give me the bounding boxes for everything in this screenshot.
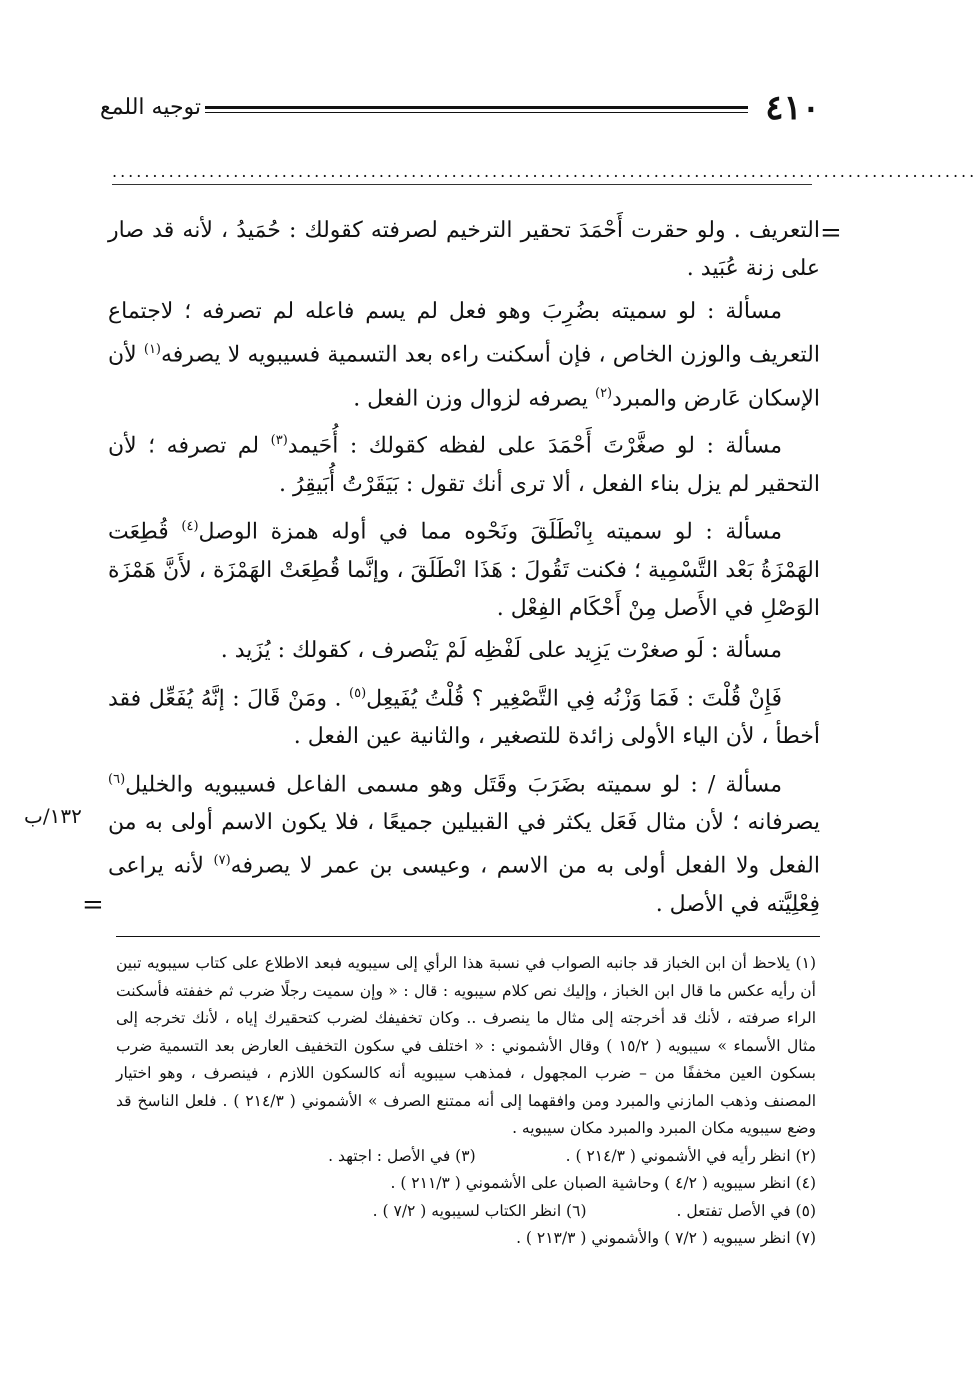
page-header xyxy=(100,88,820,128)
footnote-7: (٧) انظر سيبويه ( ٧/٢ ) والأشموني ( ٢١٣/٣ ) . xyxy=(516,1229,816,1247)
header-rule-thick xyxy=(205,106,748,109)
footnotes xyxy=(116,950,816,1253)
paragraph-text: مسألة : لو سميته بِانْطَلَقَ ونَحْوه مما في أوله همزة الوصل xyxy=(198,519,782,545)
footnote-6: (٦) انظر الكتاب لسيبويه ( ٧/٢ ) . xyxy=(372,1201,587,1220)
header-rule-thin xyxy=(205,112,748,113)
paragraph-text: مسألة / : لو سميته بضَرَبَ وقَتَل وهو مسمى الفاعل فسيبويه والخليل xyxy=(125,771,782,797)
main-text xyxy=(108,212,820,928)
paragraph-text: لم تصرفه ؛ لأن التحقير لم يزل بناء الفعل ، ألا ترى أنك تقول : بَيَقَرْتُ أُبَيقِرُ . xyxy=(108,433,820,497)
paragraph-text: يصرفه لزوال وزن الفعل . xyxy=(353,385,595,411)
manuscript-folio-reference: ١٣٢/ب xyxy=(24,804,82,828)
paragraph-text: . ومَنْ قَالَ : إنَّهُ يُفَعِّل فقد أخطأ ، لأن الياء الأولى زائدة للتصغير ، والثانية عين الفعل . xyxy=(108,685,820,750)
paragraph-issue xyxy=(108,508,820,628)
continuation-mark-top: = xyxy=(820,218,842,248)
footnote-row xyxy=(116,1143,816,1171)
paragraph-text: يصرفانه ؛ لأن مثال فَعَل يكثر في القبيلين جميعًا ، فلا يكون الاسم أولى به من الفعل ولا الفعل أولى به من الاسم ، وعيسى بن عمر لا يصرفه xyxy=(108,810,820,879)
footnote-ref: (٤) xyxy=(181,519,199,535)
paragraph-issue xyxy=(108,293,820,419)
paragraph-text: فَإِنْ قُلْتَ : فَمَا وَزْنُه فِي التَّصْغِير ؟ قُلْتُ يُفَيعِل xyxy=(366,685,782,711)
footnote-ref: (٦) xyxy=(108,771,126,787)
paragraph-text: لأنه يراعى فِعْلِيَّته في الأصل . xyxy=(108,853,820,918)
paragraph-text: مسألة : لَو صغرْت يَزِيد على لَفْظِه لَمْ يَنْصرف ، كقولك : يُزَيد . xyxy=(220,638,782,664)
running-title: توجيه اللمع xyxy=(100,95,202,120)
paragraph-text: لأن الإسكان عَارض والمبرد xyxy=(108,342,820,411)
footnote-ref: (١) xyxy=(143,341,161,357)
footnote-4: (٤) انظر سيبويه ( ٤/٢ ) وحاشية الصبان على الأشموني ( ٢١١/٣ ) . xyxy=(390,1174,816,1192)
paragraph-text: قُطِعَت الهَمْزَةُ بَعْد التَّسْمِية ؛ فكنت تَقُولَ : هَذَا انْطَلَقَ ، وإنَّما قُطِعَتْ الهَمْزَة ، لأَنَّ هَمْزَة الوَصْلِ في الأَصل مِنْ أَحْكَام الفِعْل . xyxy=(108,519,820,621)
footnote-ref: (٣) xyxy=(270,433,288,449)
paragraph-text: مسألة : لو صغَّرْتَ أَحْمَدَ على لفظه كقولك : أُحَيمد xyxy=(287,433,782,459)
paragraph-continuation xyxy=(108,212,820,289)
footnote-separator xyxy=(116,936,820,937)
footnote-3: (٣) في الأصل : اجتهد . xyxy=(328,1146,476,1165)
paragraph-issue xyxy=(108,761,820,925)
paragraph-issue xyxy=(108,632,820,670)
page-number: ٤١٠ xyxy=(765,88,820,128)
paragraph-text: مسألة : لو سميته بضُرِبَ وهو فعل لم يسم فاعله لم تصرفه ؛ لاجتماع التعريف والوزن الخاص ، فإن أسكنت راءه بعد التسمية فسيبويه لا يصرفه xyxy=(108,298,821,368)
continuation-mark-bottom: = xyxy=(82,890,104,920)
footnote-1: (١) يلاحظ أن ابن الخباز قد جانبه الصواب في نسبة هذا الرأي إلى سيبويه فبعد الاطلاع على كتاب سيبويه تبين أن رأيه عكس ما قال ابن الخباز ، وإليك نص كلام سيبويه : قال : « وإن سميت رجلًا ضرب ثم خففته فأسكنت الراء صرفته ، لأنك قد أخرجته إلى مثال ما ينصرف .. وكان تخفيفك لضرب كتحقيرك إياه ، لأنك تخرجه إلى مثال الأسماء » سيبويه ( ١٥/٢ ) وقال الأشموني : « اختلف في سكون التخفيف العارض بعد التسمية ضرب بسكون العين مخففًا من – ضرب المجهول ، فمذهب سيبويه أنه كالسكون اللازم ، فينصرف ، وهو اختيار المصنف وذهب المازني والمبرد ومن وافقهما إلى أنه ممتنع الصرف » الأشموني ( ٢١٤/٣ ) . فلعل الناسخ قد وضع سيبويه مكان المبرد والمبرد مكان سيبويه . xyxy=(116,954,817,1137)
footnote-ref: (٥) xyxy=(349,685,367,701)
footnote-5: (٥) في الأصل تفتعل . xyxy=(676,1201,816,1220)
footnote-2: (٢) انظر رأيه في الأشموني ( ٢١٤/٣ ) . xyxy=(565,1146,816,1165)
footnote-ref: (٧) xyxy=(213,853,231,869)
paragraph-question xyxy=(108,675,820,757)
paragraph-text: التعريف . ولو حقرت أَحْمَدَ تحقير الترخيم لصرفته كقولك : حُمَيدُ ، لأنه قد صار على زنة عُبَيد . xyxy=(108,218,820,282)
dotted-separator: ........................................................................................................... xyxy=(112,166,812,185)
paragraph-issue xyxy=(108,422,820,504)
footnote-ref: (٢) xyxy=(594,385,613,401)
footnote-row xyxy=(116,1198,816,1226)
